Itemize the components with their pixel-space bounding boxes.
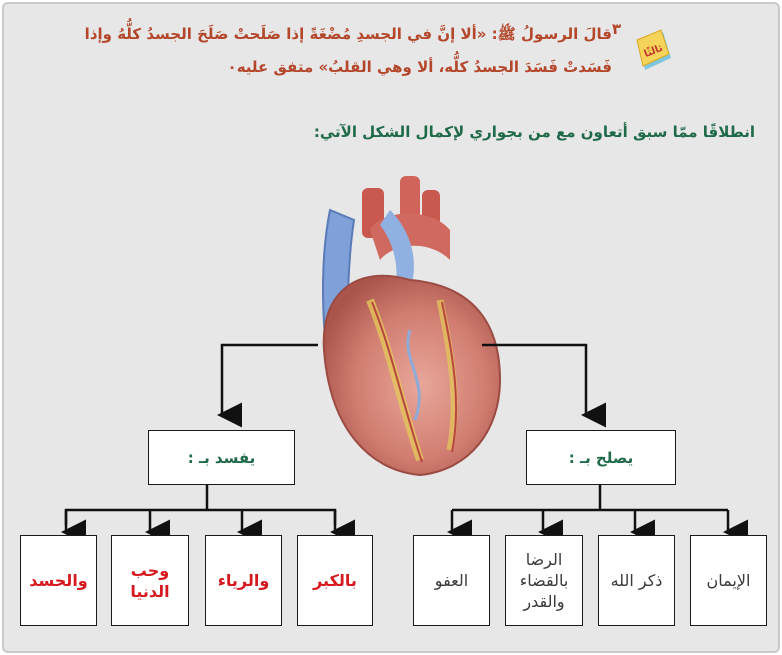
corrupts-by-box: يفسد بـ : <box>148 430 295 485</box>
reform-item-contentment: الرضا بالقضاء والقدر <box>505 535 583 626</box>
quote-line-1: قالَ الرسولُ ﷺ: «ألا إنَّ في الجسدِ مُضْغَةً إذا صَلَحتْ صَلَحَ الجسدُ كلُّهُ وإذا <box>84 25 612 43</box>
reform-item-remembrance: ذكر الله <box>598 535 675 626</box>
instruction-text: انطلاقًا ممّا سبق أتعاون مع من بجواري لإكمال الشكل الآتي: <box>313 123 755 141</box>
reforms-by-box: يصلح بـ : <box>526 430 676 485</box>
item-number: ٣ <box>612 20 622 38</box>
corrupt-item-showing-off: والرياء <box>205 535 282 626</box>
reform-item-forgiveness: العفو <box>413 535 490 626</box>
corrupt-item-envy: والحسد <box>20 535 97 626</box>
reform-item-faith: الإيمان <box>690 535 767 626</box>
section-badge-text: ثالثًا <box>642 42 665 61</box>
quote-line-2: فَسَدتْ فَسَدَ الجسدُ كلُّه، ألا وهي القلبُ» متفق عليه٠ <box>227 58 612 76</box>
corrupt-item-love-of-world: وحب الدنيا <box>111 535 189 626</box>
corrupt-item-arrogance: بالكبر <box>297 535 373 626</box>
